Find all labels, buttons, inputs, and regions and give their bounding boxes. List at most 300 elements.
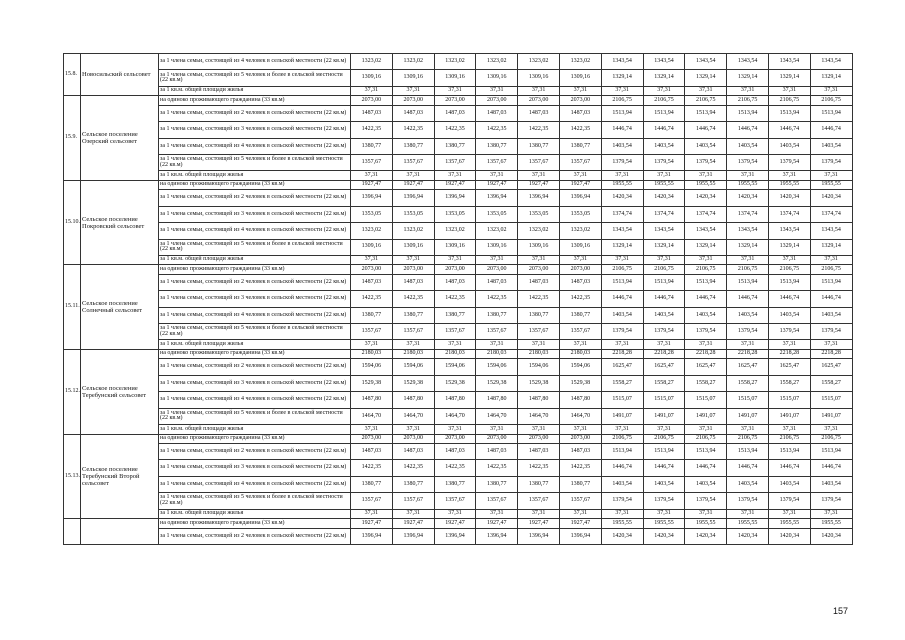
value-cell: 1422,35 bbox=[476, 460, 518, 476]
row-label: за 1 члена семьи, состоящей из 3 человек в сельской местности (22 кв.м) bbox=[159, 460, 351, 476]
value-cell: 1379,54 bbox=[768, 324, 810, 340]
value-cell: 1379,54 bbox=[601, 324, 643, 340]
value-cell: 1955,55 bbox=[685, 519, 727, 529]
value-cell: 1309,16 bbox=[518, 239, 560, 255]
row-label: за 1 члена семьи, состоящей из 2 человек в сельской местности (22 кв.м) bbox=[159, 190, 351, 206]
value-cell: 1309,16 bbox=[392, 70, 434, 86]
value-cell: 1329,14 bbox=[727, 70, 769, 86]
value-cell: 37,31 bbox=[434, 509, 476, 519]
value-cell: 1446,74 bbox=[685, 291, 727, 307]
value-cell: 1558,27 bbox=[727, 375, 769, 391]
value-cell: 1357,67 bbox=[392, 493, 434, 509]
value-cell: 1558,27 bbox=[685, 375, 727, 391]
value-cell: 1594,06 bbox=[351, 359, 393, 375]
value-cell: 1529,38 bbox=[351, 375, 393, 391]
value-cell: 1420,34 bbox=[768, 528, 810, 544]
value-cell: 1309,16 bbox=[518, 70, 560, 86]
value-cell: 1403,54 bbox=[768, 138, 810, 154]
value-cell: 37,31 bbox=[351, 86, 393, 96]
value-cell: 1380,77 bbox=[518, 476, 560, 492]
value-cell: 1396,94 bbox=[518, 190, 560, 206]
value-cell: 1309,16 bbox=[434, 70, 476, 86]
value-cell: 1420,34 bbox=[810, 190, 852, 206]
value-cell: 1487,03 bbox=[351, 274, 393, 290]
value-cell: 2073,00 bbox=[434, 434, 476, 444]
value-cell: 1420,34 bbox=[768, 190, 810, 206]
row-label: на одиноко проживающего гражданина (33 кв.м) bbox=[159, 519, 351, 529]
value-cell: 1515,07 bbox=[643, 392, 685, 408]
value-cell: 1446,74 bbox=[768, 291, 810, 307]
value-cell: 2180,03 bbox=[518, 349, 560, 359]
value-cell: 1309,16 bbox=[392, 239, 434, 255]
row-label: за 1 кв.м. общей площади жилья bbox=[159, 171, 351, 181]
section-index: 15.12. bbox=[64, 349, 81, 434]
value-cell: 1323,02 bbox=[559, 54, 601, 70]
value-cell: 37,31 bbox=[476, 509, 518, 519]
value-cell: 1446,74 bbox=[601, 122, 643, 138]
value-cell: 1380,77 bbox=[434, 476, 476, 492]
row-label: на одиноко проживающего гражданина (33 кв.м) bbox=[159, 265, 351, 275]
table-row bbox=[64, 180, 853, 190]
table-row bbox=[64, 122, 853, 138]
value-cell: 37,31 bbox=[351, 425, 393, 435]
value-cell: 1487,03 bbox=[351, 105, 393, 121]
value-cell: 37,31 bbox=[559, 509, 601, 519]
value-cell: 1487,03 bbox=[518, 274, 560, 290]
row-label: за 1 члена семьи, состоящей из 5 человек и более в сельской местности (22 кв.м) bbox=[159, 408, 351, 424]
value-cell: 37,31 bbox=[351, 340, 393, 350]
value-cell: 1487,03 bbox=[434, 274, 476, 290]
table-row bbox=[64, 434, 853, 444]
value-cell: 1513,94 bbox=[727, 444, 769, 460]
value-cell: 37,31 bbox=[392, 509, 434, 519]
value-cell: 1380,77 bbox=[476, 476, 518, 492]
value-cell: 1420,34 bbox=[727, 190, 769, 206]
section-index: 15.11. bbox=[64, 265, 81, 350]
value-cell: 1323,02 bbox=[559, 223, 601, 239]
value-cell: 1422,35 bbox=[476, 122, 518, 138]
value-cell: 1487,80 bbox=[351, 392, 393, 408]
value-cell: 37,31 bbox=[810, 171, 852, 181]
value-cell: 37,31 bbox=[434, 86, 476, 96]
value-cell: 1446,74 bbox=[727, 291, 769, 307]
value-cell: 37,31 bbox=[727, 509, 769, 519]
value-cell: 1513,94 bbox=[685, 274, 727, 290]
value-cell: 1420,34 bbox=[810, 528, 852, 544]
value-cell: 1422,35 bbox=[434, 122, 476, 138]
value-cell: 37,31 bbox=[559, 171, 601, 181]
row-label: за 1 члена семьи, состоящей из 4 человек в сельской местности (22 кв.м) bbox=[159, 476, 351, 492]
row-label: за 1 члена семьи, состоящей из 5 человек и более в сельской местности (22 кв.м) bbox=[159, 324, 351, 340]
section-name: Новосильский сельсовет bbox=[81, 54, 159, 96]
value-cell: 1446,74 bbox=[810, 460, 852, 476]
value-cell: 1379,54 bbox=[601, 154, 643, 170]
value-cell: 1513,94 bbox=[601, 444, 643, 460]
value-cell: 37,31 bbox=[727, 425, 769, 435]
row-label: за 1 кв.м. общей площади жилья bbox=[159, 86, 351, 96]
value-cell: 37,31 bbox=[601, 255, 643, 265]
value-cell: 2106,75 bbox=[685, 265, 727, 275]
value-cell: 1422,35 bbox=[351, 460, 393, 476]
value-cell: 1422,35 bbox=[559, 291, 601, 307]
value-cell: 1309,16 bbox=[434, 239, 476, 255]
value-cell: 2073,00 bbox=[559, 96, 601, 106]
value-cell: 1625,47 bbox=[810, 359, 852, 375]
value-cell: 37,31 bbox=[685, 255, 727, 265]
table-row bbox=[64, 528, 853, 544]
value-cell: 1379,54 bbox=[643, 324, 685, 340]
value-cell: 1927,47 bbox=[434, 519, 476, 529]
value-cell: 1379,54 bbox=[643, 154, 685, 170]
value-cell: 37,31 bbox=[518, 171, 560, 181]
value-cell: 2106,75 bbox=[643, 96, 685, 106]
value-cell: 1464,70 bbox=[476, 408, 518, 424]
value-cell: 37,31 bbox=[601, 509, 643, 519]
row-label: за 1 члена семьи, состоящей из 3 человек в сельской местности (22 кв.м) bbox=[159, 206, 351, 222]
row-label: за 1 члена семьи, состоящей из 2 человек в сельской местности (22 кв.м) bbox=[159, 528, 351, 544]
value-cell: 1329,14 bbox=[768, 239, 810, 255]
value-cell: 1396,94 bbox=[392, 528, 434, 544]
value-cell: 1403,54 bbox=[643, 138, 685, 154]
value-cell: 1955,55 bbox=[727, 180, 769, 190]
value-cell: 1374,74 bbox=[643, 206, 685, 222]
value-cell: 1513,94 bbox=[810, 444, 852, 460]
value-cell: 2106,75 bbox=[643, 265, 685, 275]
value-cell: 1487,03 bbox=[559, 274, 601, 290]
row-label: за 1 члена семьи, состоящей из 5 человек и более в сельской местности (22 кв.м) bbox=[159, 154, 351, 170]
value-cell: 2106,75 bbox=[727, 96, 769, 106]
value-cell: 1380,77 bbox=[392, 138, 434, 154]
value-cell: 1422,35 bbox=[351, 291, 393, 307]
value-cell: 1323,02 bbox=[351, 223, 393, 239]
section-index: 15.8. bbox=[64, 54, 81, 96]
tariff-table-body bbox=[64, 54, 853, 545]
value-cell: 37,31 bbox=[727, 86, 769, 96]
value-cell: 1487,80 bbox=[518, 392, 560, 408]
value-cell: 1329,14 bbox=[768, 70, 810, 86]
table-row bbox=[64, 408, 853, 424]
value-cell: 1353,05 bbox=[434, 206, 476, 222]
value-cell: 1513,94 bbox=[810, 274, 852, 290]
value-cell: 37,31 bbox=[351, 171, 393, 181]
row-label: за 1 члена семьи, состоящей из 5 человек и более в сельской местности (22 кв.м) bbox=[159, 493, 351, 509]
value-cell: 1487,80 bbox=[434, 392, 476, 408]
value-cell: 1329,14 bbox=[643, 70, 685, 86]
value-cell: 37,31 bbox=[601, 171, 643, 181]
value-cell: 1487,03 bbox=[392, 105, 434, 121]
value-cell: 1491,07 bbox=[768, 408, 810, 424]
value-cell: 1446,74 bbox=[685, 122, 727, 138]
value-cell: 1343,54 bbox=[643, 54, 685, 70]
value-cell: 37,31 bbox=[351, 255, 393, 265]
table-row bbox=[64, 460, 853, 476]
value-cell: 1464,70 bbox=[392, 408, 434, 424]
value-cell: 1529,38 bbox=[392, 375, 434, 391]
value-cell: 1515,07 bbox=[810, 392, 852, 408]
value-cell: 37,31 bbox=[810, 509, 852, 519]
value-cell: 1955,55 bbox=[768, 180, 810, 190]
value-cell: 1403,54 bbox=[685, 307, 727, 323]
value-cell: 2106,75 bbox=[768, 265, 810, 275]
value-cell: 1323,02 bbox=[518, 223, 560, 239]
value-cell: 1396,94 bbox=[559, 528, 601, 544]
value-cell: 1529,38 bbox=[476, 375, 518, 391]
value-cell: 1487,03 bbox=[476, 105, 518, 121]
value-cell: 1343,54 bbox=[810, 54, 852, 70]
value-cell: 1380,77 bbox=[518, 307, 560, 323]
value-cell: 1380,77 bbox=[392, 307, 434, 323]
row-label: на одиноко проживающего гражданина (33 кв.м) bbox=[159, 434, 351, 444]
value-cell: 37,31 bbox=[476, 171, 518, 181]
value-cell: 37,31 bbox=[559, 340, 601, 350]
value-cell: 2106,75 bbox=[768, 434, 810, 444]
value-cell: 1357,67 bbox=[434, 493, 476, 509]
value-cell: 1380,77 bbox=[559, 307, 601, 323]
table-row bbox=[64, 255, 853, 265]
value-cell: 1464,70 bbox=[559, 408, 601, 424]
value-cell: 37,31 bbox=[518, 509, 560, 519]
value-cell: 1558,27 bbox=[768, 375, 810, 391]
value-cell: 1491,07 bbox=[685, 408, 727, 424]
section-index: 15.10. bbox=[64, 180, 81, 265]
value-cell: 1396,94 bbox=[476, 190, 518, 206]
table-row bbox=[64, 349, 853, 359]
value-cell: 1353,05 bbox=[392, 206, 434, 222]
table-row bbox=[64, 206, 853, 222]
value-cell: 1955,55 bbox=[810, 180, 852, 190]
value-cell: 1927,47 bbox=[559, 180, 601, 190]
value-cell: 37,31 bbox=[392, 86, 434, 96]
value-cell: 1422,35 bbox=[434, 460, 476, 476]
value-cell: 1513,94 bbox=[727, 105, 769, 121]
value-cell: 1357,67 bbox=[518, 154, 560, 170]
value-cell: 1357,67 bbox=[351, 154, 393, 170]
value-cell: 1446,74 bbox=[643, 291, 685, 307]
value-cell: 37,31 bbox=[392, 425, 434, 435]
value-cell: 37,31 bbox=[434, 340, 476, 350]
value-cell: 1403,54 bbox=[685, 476, 727, 492]
row-label: за 1 члена семьи, состоящей из 4 человек в сельской местности (22 кв.м) bbox=[159, 307, 351, 323]
value-cell: 2073,00 bbox=[351, 265, 393, 275]
value-cell: 1513,94 bbox=[768, 274, 810, 290]
value-cell: 1955,55 bbox=[685, 180, 727, 190]
value-cell: 1927,47 bbox=[434, 180, 476, 190]
value-cell: 1380,77 bbox=[351, 307, 393, 323]
table-row bbox=[64, 105, 853, 121]
value-cell: 2218,28 bbox=[643, 349, 685, 359]
row-label: за 1 кв.м. общей площади жилья bbox=[159, 340, 351, 350]
value-cell: 1487,03 bbox=[392, 444, 434, 460]
value-cell: 2106,75 bbox=[601, 96, 643, 106]
value-cell: 1380,77 bbox=[392, 476, 434, 492]
value-cell: 1374,74 bbox=[768, 206, 810, 222]
value-cell: 1464,70 bbox=[434, 408, 476, 424]
value-cell: 1513,94 bbox=[768, 444, 810, 460]
section-index: 15.13. bbox=[64, 434, 81, 519]
value-cell: 37,31 bbox=[476, 255, 518, 265]
row-label: за 1 члена семьи, состоящей из 4 человек в сельской местности (22 кв.м) bbox=[159, 392, 351, 408]
table-row bbox=[64, 86, 853, 96]
value-cell: 2073,00 bbox=[434, 265, 476, 275]
value-cell: 1403,54 bbox=[643, 476, 685, 492]
value-cell: 2218,28 bbox=[685, 349, 727, 359]
value-cell: 1379,54 bbox=[810, 493, 852, 509]
value-cell: 1329,14 bbox=[685, 239, 727, 255]
value-cell: 1422,35 bbox=[392, 291, 434, 307]
value-cell: 37,31 bbox=[810, 86, 852, 96]
value-cell: 1379,54 bbox=[810, 324, 852, 340]
value-cell: 1422,35 bbox=[434, 291, 476, 307]
value-cell: 1594,06 bbox=[476, 359, 518, 375]
value-cell: 1357,67 bbox=[559, 154, 601, 170]
value-cell: 1513,94 bbox=[768, 105, 810, 121]
value-cell: 1491,07 bbox=[727, 408, 769, 424]
value-cell: 1343,54 bbox=[727, 223, 769, 239]
value-cell: 1379,54 bbox=[685, 154, 727, 170]
value-cell: 1353,05 bbox=[476, 206, 518, 222]
value-cell: 1343,54 bbox=[727, 54, 769, 70]
value-cell: 1446,74 bbox=[810, 122, 852, 138]
value-cell: 1380,77 bbox=[351, 138, 393, 154]
row-label: за 1 члена семьи, состоящей из 2 человек в сельской местности (22 кв.м) bbox=[159, 274, 351, 290]
value-cell: 1329,14 bbox=[685, 70, 727, 86]
value-cell: 2073,00 bbox=[518, 434, 560, 444]
row-label: за 1 члена семьи, состоящей из 5 человек и более в сельской местности (22 кв.м) bbox=[159, 239, 351, 255]
value-cell: 1343,54 bbox=[643, 223, 685, 239]
value-cell: 1446,74 bbox=[643, 460, 685, 476]
value-cell: 1343,54 bbox=[685, 54, 727, 70]
value-cell: 1374,74 bbox=[727, 206, 769, 222]
value-cell: 37,31 bbox=[643, 86, 685, 96]
value-cell: 1323,02 bbox=[392, 223, 434, 239]
value-cell: 37,31 bbox=[643, 509, 685, 519]
value-cell: 1379,54 bbox=[727, 154, 769, 170]
value-cell: 1374,74 bbox=[601, 206, 643, 222]
table-row bbox=[64, 476, 853, 492]
value-cell: 1329,14 bbox=[727, 239, 769, 255]
table-row bbox=[64, 223, 853, 239]
value-cell: 2218,28 bbox=[601, 349, 643, 359]
value-cell: 37,31 bbox=[685, 86, 727, 96]
value-cell: 2218,28 bbox=[810, 349, 852, 359]
value-cell: 1625,47 bbox=[685, 359, 727, 375]
value-cell: 1379,54 bbox=[643, 493, 685, 509]
value-cell: 2073,00 bbox=[559, 265, 601, 275]
value-cell: 37,31 bbox=[810, 340, 852, 350]
table-row bbox=[64, 190, 853, 206]
value-cell: 1594,06 bbox=[434, 359, 476, 375]
value-cell: 2073,00 bbox=[559, 434, 601, 444]
table-row bbox=[64, 444, 853, 460]
table-row bbox=[64, 138, 853, 154]
value-cell: 37,31 bbox=[518, 425, 560, 435]
row-label: на одиноко проживающего гражданина (33 кв.м) bbox=[159, 349, 351, 359]
value-cell: 1357,67 bbox=[351, 493, 393, 509]
value-cell: 1446,74 bbox=[810, 291, 852, 307]
value-cell: 37,31 bbox=[518, 340, 560, 350]
value-cell: 37,31 bbox=[768, 425, 810, 435]
value-cell: 1446,74 bbox=[768, 460, 810, 476]
value-cell: 2073,00 bbox=[518, 96, 560, 106]
row-label: за 1 члена семьи, состоящей из 3 человек в сельской местности (22 кв.м) bbox=[159, 291, 351, 307]
row-label: за 1 члена семьи, состоящей из 2 человек в сельской местности (22 кв.м) bbox=[159, 359, 351, 375]
section-name: Сельское поселение Озерский сельсовет bbox=[81, 96, 159, 181]
value-cell: 1513,94 bbox=[643, 274, 685, 290]
table-row bbox=[64, 171, 853, 181]
value-cell: 1420,34 bbox=[643, 190, 685, 206]
value-cell: 1309,16 bbox=[351, 239, 393, 255]
table-row bbox=[64, 54, 853, 70]
section-index: 15.9. bbox=[64, 96, 81, 181]
value-cell: 1403,54 bbox=[768, 307, 810, 323]
table-row bbox=[64, 307, 853, 323]
value-cell: 37,31 bbox=[392, 171, 434, 181]
value-cell: 1513,94 bbox=[643, 105, 685, 121]
value-cell: 1309,16 bbox=[351, 70, 393, 86]
value-cell: 1396,94 bbox=[434, 190, 476, 206]
value-cell: 2073,00 bbox=[476, 96, 518, 106]
row-label: за 1 кв.м. общей площади жилья bbox=[159, 255, 351, 265]
value-cell: 1955,55 bbox=[601, 519, 643, 529]
value-cell: 37,31 bbox=[810, 425, 852, 435]
value-cell: 1379,54 bbox=[810, 154, 852, 170]
value-cell: 1487,80 bbox=[559, 392, 601, 408]
value-cell: 37,31 bbox=[768, 255, 810, 265]
value-cell: 1379,54 bbox=[601, 493, 643, 509]
value-cell: 1487,03 bbox=[476, 444, 518, 460]
value-cell: 37,31 bbox=[685, 509, 727, 519]
value-cell: 2106,75 bbox=[643, 434, 685, 444]
value-cell: 1422,35 bbox=[392, 122, 434, 138]
value-cell: 37,31 bbox=[643, 255, 685, 265]
value-cell: 1374,74 bbox=[810, 206, 852, 222]
value-cell: 1403,54 bbox=[810, 476, 852, 492]
value-cell: 1357,67 bbox=[559, 493, 601, 509]
value-cell: 1343,54 bbox=[601, 54, 643, 70]
value-cell: 1515,07 bbox=[601, 392, 643, 408]
value-cell: 1396,94 bbox=[434, 528, 476, 544]
value-cell: 1420,34 bbox=[685, 190, 727, 206]
value-cell: 1491,07 bbox=[601, 408, 643, 424]
value-cell: 37,31 bbox=[768, 340, 810, 350]
value-cell: 1357,67 bbox=[518, 324, 560, 340]
value-cell: 1422,35 bbox=[351, 122, 393, 138]
value-cell: 1357,67 bbox=[476, 493, 518, 509]
value-cell: 1403,54 bbox=[727, 476, 769, 492]
value-cell: 1513,94 bbox=[810, 105, 852, 121]
value-cell: 37,31 bbox=[685, 171, 727, 181]
value-cell: 1420,34 bbox=[601, 528, 643, 544]
value-cell: 37,31 bbox=[768, 509, 810, 519]
value-cell: 1357,67 bbox=[392, 154, 434, 170]
table-row bbox=[64, 340, 853, 350]
value-cell: 1380,77 bbox=[434, 307, 476, 323]
value-cell: 1403,54 bbox=[643, 307, 685, 323]
value-cell: 1422,35 bbox=[476, 291, 518, 307]
row-label: за 1 члена семьи, состоящей из 2 человек в сельской местности (22 кв.м) bbox=[159, 105, 351, 121]
value-cell: 1403,54 bbox=[810, 138, 852, 154]
value-cell: 1464,70 bbox=[351, 408, 393, 424]
value-cell: 1558,27 bbox=[643, 375, 685, 391]
value-cell: 1380,77 bbox=[476, 138, 518, 154]
row-label: на одиноко проживающего гражданина (33 кв.м) bbox=[159, 96, 351, 106]
value-cell: 37,31 bbox=[643, 425, 685, 435]
value-cell: 1515,07 bbox=[768, 392, 810, 408]
value-cell: 1309,16 bbox=[476, 239, 518, 255]
value-cell: 1379,54 bbox=[685, 493, 727, 509]
value-cell: 1396,94 bbox=[559, 190, 601, 206]
table-row bbox=[64, 493, 853, 509]
